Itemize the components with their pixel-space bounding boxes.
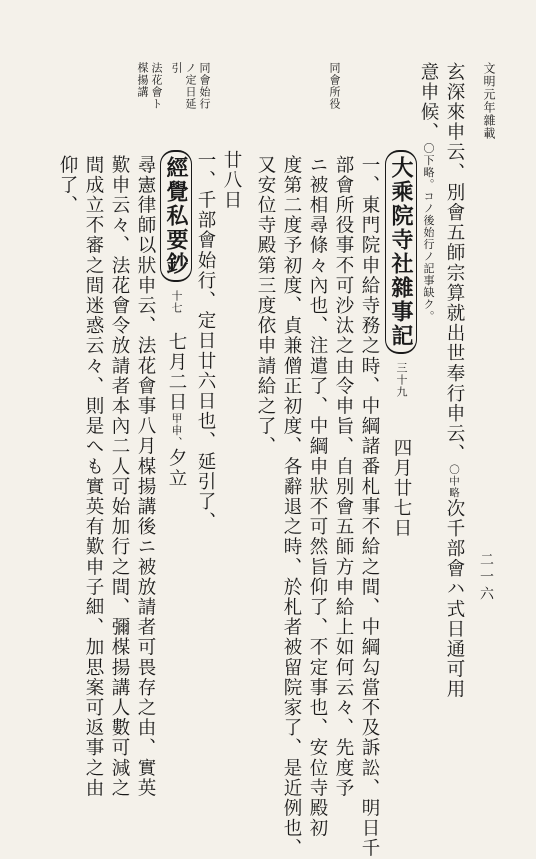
marginal-note-2a: 同會始行 <box>198 62 211 110</box>
marginal-note-1: 同會所役 <box>328 62 341 110</box>
source-heading-1: 大乘院寺社雜事記三十九四月廿七日 <box>388 150 414 539</box>
text-column-7: 度第二度予初度、貞兼僧正初度、各辭退之時、於札者被留院家了、是近例也、 <box>281 155 302 859</box>
text-column-1: 玄深來申云、別會五師宗算就出世奉行申云、〇中略次千部會ハ式日通可用 <box>444 62 465 700</box>
marginal-note-3a: 法花會ト <box>150 62 163 110</box>
date-line: 廿八日 <box>221 150 242 211</box>
text-column-5: 部會所役事不可沙汰之由令申旨、自別會五師方申給上如何云々、先度予 <box>333 155 354 799</box>
marginal-note-2b: ノ定日延 <box>184 62 197 110</box>
text-column-4: 一、東門院申給寺務之時、中綱諸番札事不給之間、中綱勾當不及訴訟、明日千 <box>359 155 380 859</box>
text-column-12: 尋憲律師以狀申云、法花會事八月楳揚講後ニ被放請者可畏存之由、實英 <box>135 155 156 799</box>
source-title: 大乘院寺社雜事記 <box>385 150 417 354</box>
text-column-6: ニ被相尋條々內也、注遣了、中綱申狀不可然旨仰了、不定事也、安位寺殿初 <box>307 155 328 839</box>
marginal-note-3b: 楳揚講 <box>136 62 149 98</box>
text-column-15: 仰了、 <box>57 155 78 216</box>
page-number: 二一六 <box>478 552 494 603</box>
text-column-8: 又安位寺殿第三度依申請給之了、 <box>255 155 276 457</box>
text-column-13: 歎申云々、法花會令放請者本內二人可始加行之間、彌楳揚講人數可減之 <box>109 155 130 799</box>
text-column-14: 間成立不審之間迷惑云々、則是へも實英有歎申子細、加思案可返事之由 <box>83 155 104 799</box>
source-heading-2: 經覺私要鈔十七七月二日甲申、夕立 <box>163 150 189 489</box>
marginal-note-2c: 引 <box>170 62 183 74</box>
source-title-2: 經覺私要鈔 <box>160 150 192 282</box>
text-column-2: 意申候、〇下略。コノ後始行ノ記事缺ク。 <box>418 62 439 323</box>
text-column-10: 一、千部會始行、定日廿六日也、延引了、 <box>195 150 216 532</box>
running-head: 文明元年雜載 <box>482 62 496 140</box>
